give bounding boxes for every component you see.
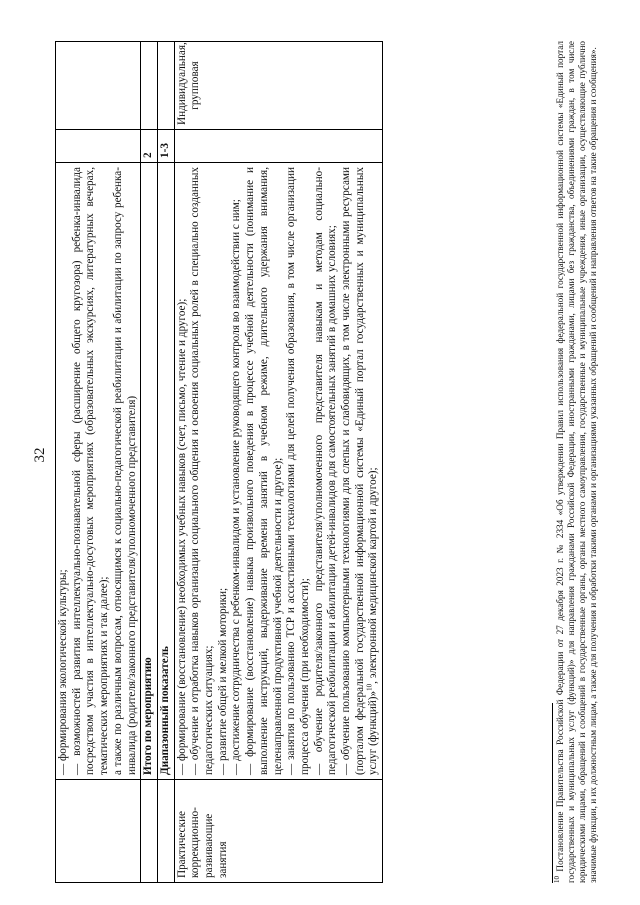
activity-form: Индивидуальная, групповая — [174, 42, 383, 130]
list-item: — обучение и отработка навыков организации социального общения и освоения социальных ролей в специально созданных педагогических ситуациях; — [189, 167, 216, 775]
list-item: — достижение сотрудничества с ребенком-инвалидом и установление руководящего контроля во взаимодействии с ним; — [230, 199, 243, 775]
empty-cell — [141, 780, 158, 883]
total-value: 2 — [141, 130, 158, 163]
range-value: 1-3 — [157, 130, 174, 163]
list-item: — обучение родителя/законного представителя/уполномоченного представителя навыкам и методам социально-педагогической реабилитации и абилитации детей-инвалидов для самостоятельных занятий в домашних условиях; — [312, 167, 339, 775]
footnote-reference: 10 — [365, 683, 374, 691]
footnote-divider — [552, 703, 553, 883]
activity-name: Практические коррекционно-развивающие занятия — [174, 780, 383, 883]
empty-cell — [56, 780, 141, 883]
empty-cell — [157, 42, 174, 130]
total-label: Итого по мероприятию — [141, 163, 158, 780]
footnote-marker: 10 — [552, 876, 561, 883]
footnote — [552, 41, 599, 883]
empty-cell — [141, 42, 158, 130]
page-number: 32 — [32, 447, 48, 463]
activity-items-cell — [174, 163, 383, 780]
list-item-text: — обучение пользованию компьютерными технологиями для слепых и слабовидящих, в том числе электронными ресурсами (порталом федеральной государственной информационной системы «Единый портал государственных и муниципальных услуг (функций)» — [340, 167, 380, 775]
range-label: Диапазонный показатель — [157, 163, 174, 780]
list-item: — развитие общей и мелкой моторики; — [216, 587, 229, 775]
empty-cell — [157, 780, 174, 883]
list-item: — возможностей развития интеллектуально-познавательной сферы (расширение общего кругозора) ребенка-инвалида посредством участия в интеллектуально-досуговых мероприятиях (образовательных экскурсиях, литературных вечерах, тематических мероприятиях и так далее); — [70, 167, 111, 775]
rehabilitation-table — [55, 41, 383, 883]
empty-cell — [56, 130, 141, 163]
list-item: — формирование (восстановление) необходимых учебных навыков (счет, письмо, чтение и другое); — [175, 298, 188, 775]
list-item: — формирования экологической культуры; — [57, 569, 69, 775]
empty-cell — [174, 130, 383, 163]
continuation-text-cell — [56, 163, 141, 780]
list-item: а также по различным вопросам, относящимся к социально-педагогической реабилитации и абилитации по запросу ребенка-инвалида (родителя/законного представителя/уполномоченного представителя) — [111, 167, 138, 775]
footnote-text: Постановление Правительства Российской Федерации от 27 декабря 2023 г. № 2334 «Об утверждении Правил использования федеральной государственной информационной системы «Единый портал государственных и муниципальных услуг (функций)» для направления гражданами Российской Федерации, иностранными гражданами, лицами без гражданства, объединениями граждан, в том числе юридическими лицами, обращений и сообщений в государственные органы, органы местного самоуправления, государственные и муниципальные учреждения, иные организации, осуществляющие публично значимые функции, и их должностным лицам, а также для получения и обработки такими органами и организациями указанных обращений и сообщений и направления ответов на такие обращения и сообщения». — [555, 41, 598, 883]
table-row-range — [157, 42, 174, 883]
list-item: — формирование (восстановление) навыка произвольного поведения в процессе учебной деятельности (понимание и выполнение инструкций, выдерживание времени занятий в учебном режиме, длительного удержания внимания, целенаправленной продуктивной учебной деятельности и другое); — [244, 167, 284, 775]
list-item — [340, 167, 381, 775]
table-row-total — [141, 42, 158, 883]
list-item: — занятия по пользованию ТСР и ассистивными технологиями для целей получения образования, в том числе организации процесса обучения (при необходимости); — [285, 167, 311, 775]
list-item-text: , электронной медицинской картой и другое); — [367, 467, 380, 684]
table-row-activity — [174, 42, 383, 883]
empty-cell — [56, 42, 141, 130]
table-row-continuation — [56, 42, 141, 883]
